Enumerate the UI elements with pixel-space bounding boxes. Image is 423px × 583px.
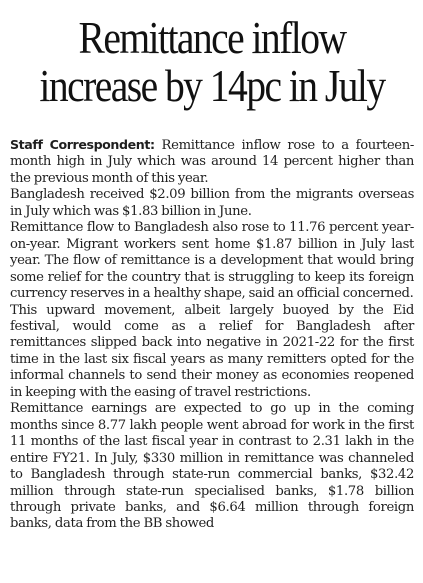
- headline-line-1: Remittance inflow: [78, 12, 346, 63]
- article-body: [10, 137, 414, 533]
- headline-line-2: increase by 14pc in July: [39, 60, 385, 111]
- paragraph-5: Remittance earnings are expected to go up in the coming months since 8.77 lakh people went abroad for work in the first 11 months of the last fiscal year in contrast to 2.31 lakh in the entire FY21. In July, $330 million in remittance was channeled to Bangladesh through state-run commercial banks, $32.42 million through state-run specialised banks, $1.78 billion through private banks, and $6.64 million through foreign banks, data from the BB showed: [10, 401, 414, 532]
- paragraph-1: [10, 137, 414, 187]
- paragraph-4: This upward movement, albeit largely buoyed by the Eid festival, would come as a relief for Bangladesh after remittances slipped back into negative in 2021-22 for the first time in the last six fiscal years as many remitters opted for the informal channels to send their money as economies reopened in keeping with the easing of travel restrictions.: [10, 302, 414, 400]
- paragraph-3: Remittance flow to Bangladesh also rose to 11.76 percent year-on-year. Migrant workers sent home $1.87 billion in July last year. The flow of remittance is a development that would bring some relief for the country that is struggling to keep its foreign currency reserves in a healthy shape, said an official concerned.: [10, 220, 414, 302]
- paragraph-1-text: Remittance inflow rose to a fourteen-month high in July which was around 14 percent higher than the previous month of this year.: [10, 138, 414, 186]
- paragraph-2: Bangladesh received $2.09 billion from the migrants overseas in July which was $1.83 billion in June.: [10, 187, 414, 219]
- byline: Staff Correspondent:: [10, 137, 155, 152]
- headline: [38, 14, 385, 110]
